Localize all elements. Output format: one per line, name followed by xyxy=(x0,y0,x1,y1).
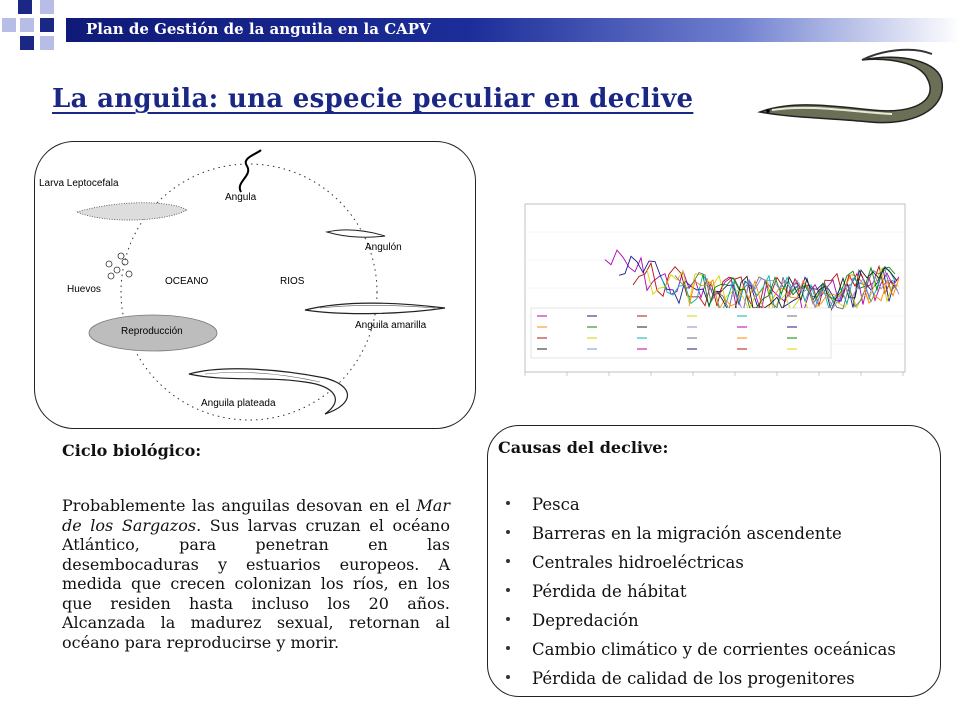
bullet-icon xyxy=(506,646,510,650)
ciclo-body xyxy=(62,496,450,652)
causa-text: Pérdida de calidad de los progenitores xyxy=(532,669,855,688)
bullet-icon xyxy=(506,675,510,679)
corner-square-4 xyxy=(20,18,34,32)
chart-legend xyxy=(531,308,831,358)
causa-item xyxy=(506,523,896,552)
bullet-icon xyxy=(506,501,510,505)
causa-item xyxy=(506,581,896,610)
corner-square-5 xyxy=(40,18,54,32)
corner-square-1 xyxy=(18,0,32,14)
corner-square-7 xyxy=(40,36,54,50)
causa-text: Cambio climático y de corrientes oceánicas xyxy=(532,640,896,659)
causa-item xyxy=(506,639,896,668)
label-angulon: Angulón xyxy=(365,242,402,253)
causa-item xyxy=(506,552,896,581)
label-reproduccion: Reproducción xyxy=(121,326,183,337)
bullet-icon xyxy=(506,530,510,534)
recruitment-line-chart xyxy=(495,190,915,385)
ciclo-body-end: . Sus larvas cruzan el océano Atlántico, para penetran en las desembocaduras y estuarios europeos. A medida que crecen colonizan los ríos, en los que residen hasta incluso los 20 años. Alcanzada la madurez sexual, retornan al océano para reproducirse y morir. xyxy=(62,515,450,652)
label-oceano: OCEANO xyxy=(165,276,209,287)
causa-item xyxy=(506,494,896,523)
causa-item xyxy=(506,668,896,697)
corner-square-3 xyxy=(2,18,16,32)
bullet-icon xyxy=(506,559,510,563)
ciclo-title: Ciclo biológico: xyxy=(62,441,202,460)
causa-text: Pesca xyxy=(532,495,580,514)
corner-square-2 xyxy=(40,0,54,14)
bullet-icon xyxy=(506,588,510,592)
causa-text: Pérdida de hábitat xyxy=(532,582,687,601)
slide-title: La anguila: una especie peculiar en declive xyxy=(52,84,694,114)
bullet-icon xyxy=(506,617,510,621)
label-amarilla: Anguila amarilla xyxy=(355,320,427,331)
label-rios: RIOS xyxy=(280,276,305,287)
causa-item xyxy=(506,610,896,639)
ciclo-body-start: Probablemente las anguilas desovan en el xyxy=(62,496,417,515)
causa-text: Barreras en la migración ascendente xyxy=(532,524,842,543)
label-larva: Larva Leptocefala xyxy=(39,178,119,189)
causas-title: Causas del declive: xyxy=(498,438,669,457)
header-title: Plan de Gestión de la anguila en la CAPV xyxy=(86,20,431,38)
ciclo-body-italic: Mar de los Sargazos xyxy=(62,496,450,535)
causas-list xyxy=(506,494,896,697)
causa-text: Depredación xyxy=(532,611,639,630)
causa-text: Centrales hidroeléctricas xyxy=(532,553,744,572)
corner-square-6 xyxy=(20,36,34,50)
life-cycle-diagram xyxy=(34,141,476,429)
eel-illustration xyxy=(752,40,952,130)
label-angula: Angula xyxy=(225,192,257,203)
label-huevos: Huevos xyxy=(67,284,101,295)
label-plateada: Anguila plateada xyxy=(201,398,276,409)
